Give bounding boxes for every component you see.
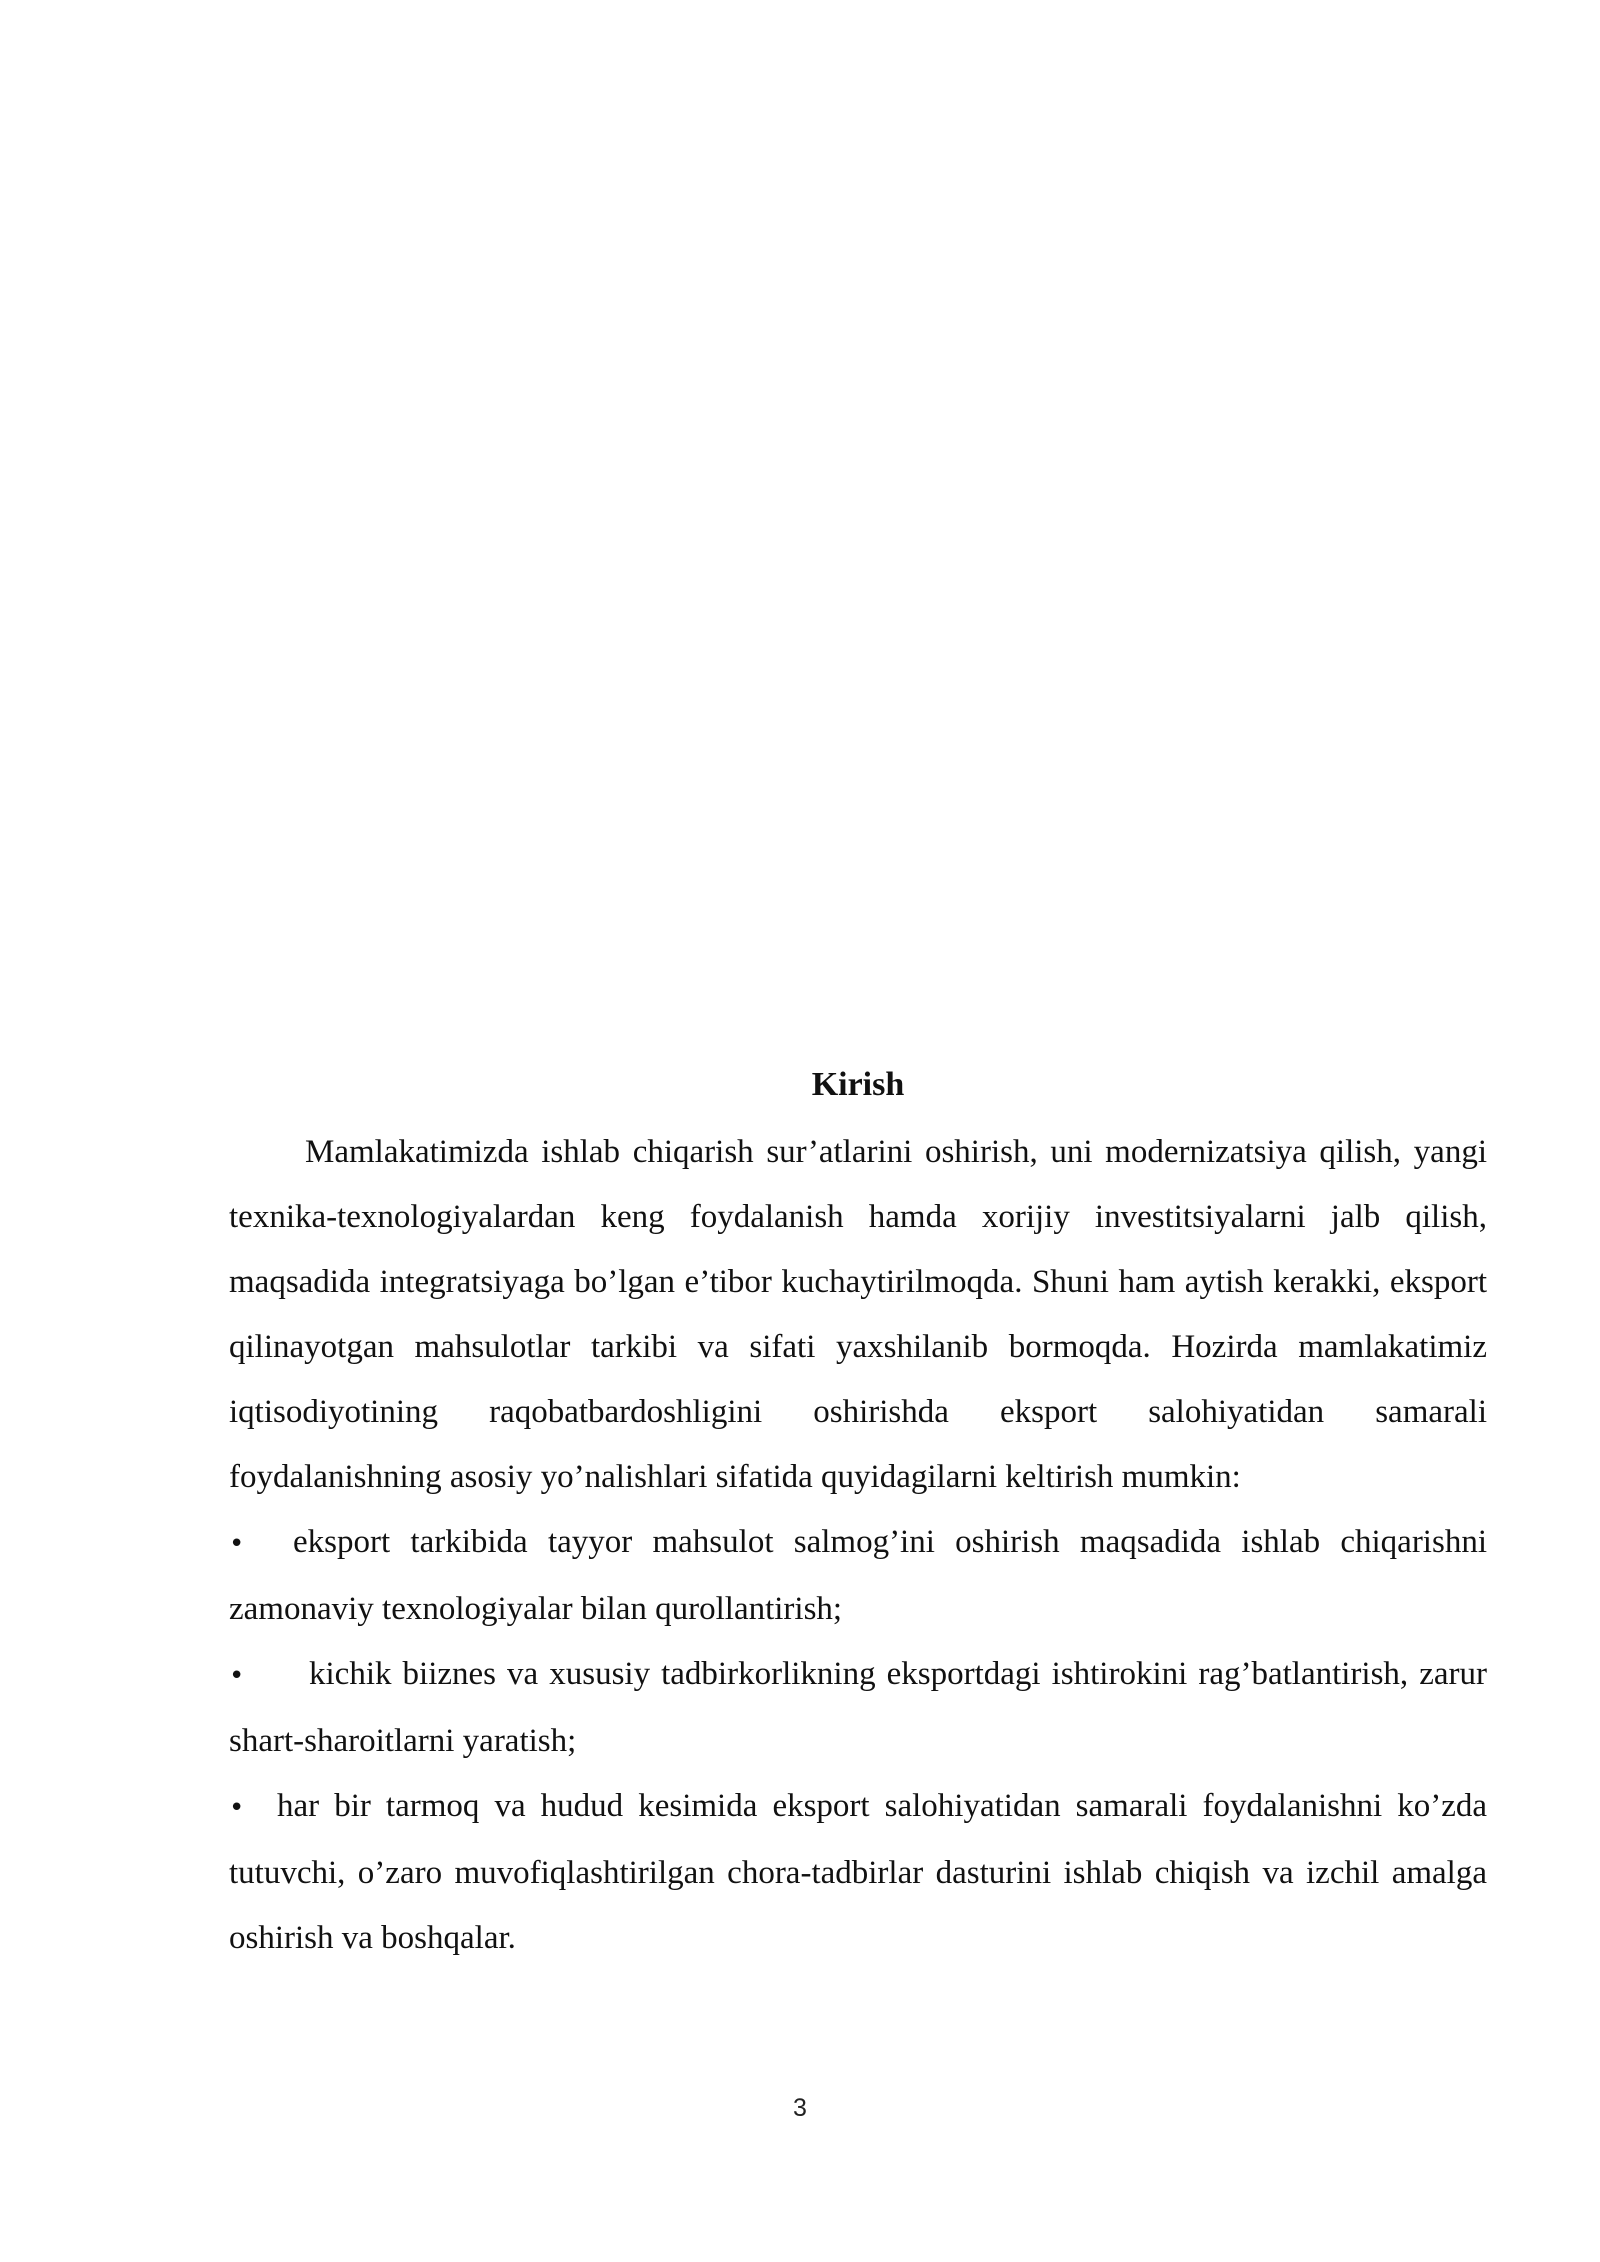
intro-paragraph: Mamlakatimizda ishlab chiqarish sur’atlarini oshirish, uni modernizatsiya qilish, yangi texnika-texnologiyalardan keng foydalanish hamda xorijiy investitsiyalarni jalb qilish, maqsadida integratsiyaga bo’lgan e’tibor kuchaytirilmoqda. Shuni ham aytish kerakki, eksport qilinayotgan mahsulotlar tarkibi va sifati yaxshilanib bormoqda. Hozirda mamlakatimiz iqtisodiyotining raqobatbardoshligini oshirishda eksport salohiyatidan samarali foydalanishning asosiy yo’nalishlari sifatida quyidagilarni keltirish mumkin: [229, 1134, 1487, 1495]
section-heading: Kirish [811, 1066, 905, 1103]
bullet-icon: • [229, 1793, 245, 1823]
list-item-text: kichik biiznes va xususiy tadbirkorlikning eksportdagi ishtirokini rag’batlantirish, zarur shart-sharoitlarni yaratish; [229, 1656, 1487, 1759]
page-number: 3 [793, 2094, 807, 2122]
list-item [229, 1510, 1487, 1642]
list-item [229, 1774, 1487, 1971]
list-item-text: har bir tarmoq va hudud kesimida eksport salohiyatidan samarali foydalanishni ko’zda tutuvchi, o’zaro muvofiqlashtirilgan chora-tadbirlar dasturini ishlab chiqish va izchil amalga oshirish va boshqalar. [229, 1788, 1487, 1956]
list-item-text: eksport tarkibida tayyor mahsulot salmog’ini oshirish maqsadida ishlab chiqarishni zamonaviy texnologiyalar bilan qurollantirish; [229, 1524, 1487, 1627]
page-content [229, 1050, 1487, 1971]
bullet-list [229, 1510, 1487, 1971]
list-item [229, 1642, 1487, 1774]
bullet-icon: • [229, 1661, 245, 1691]
bullet-icon: • [229, 1529, 245, 1559]
